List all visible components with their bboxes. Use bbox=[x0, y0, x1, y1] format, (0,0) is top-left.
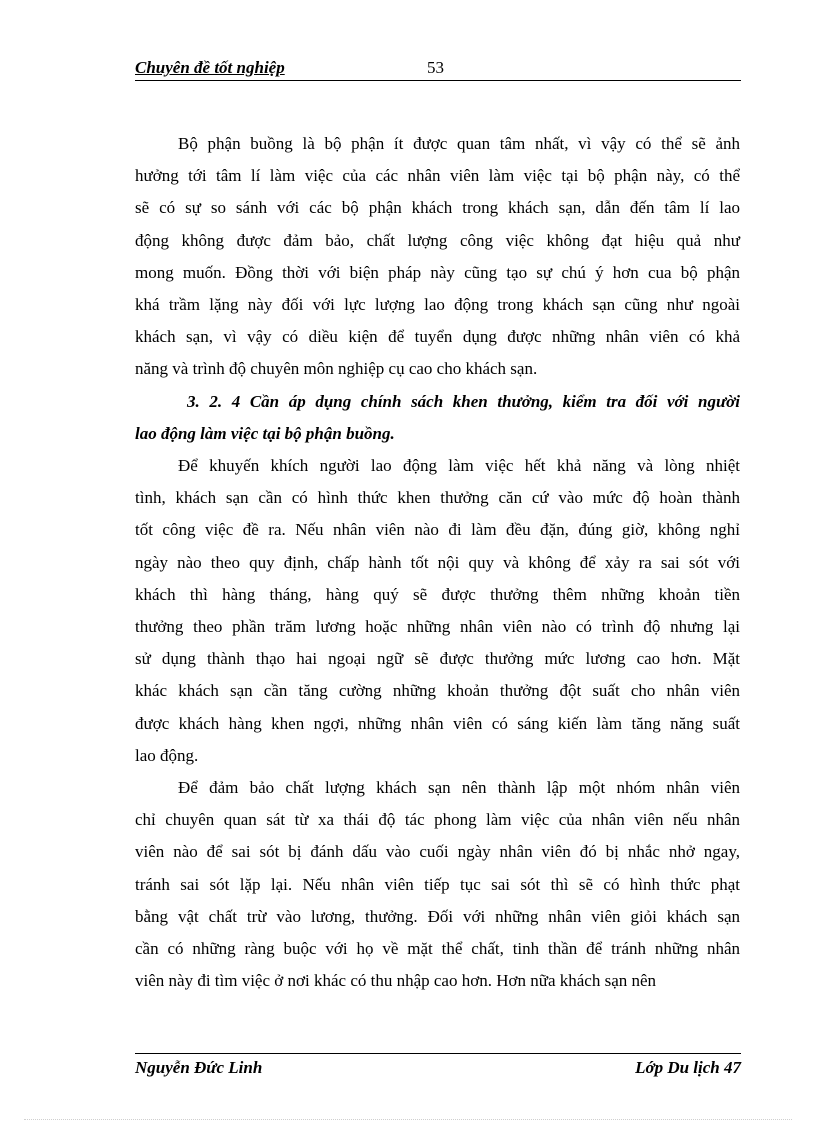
page-header bbox=[135, 58, 741, 81]
section-heading: lao động làm việc tại bộ phận buồng. bbox=[135, 424, 395, 443]
paragraph-line: sử dụng thành thạo hai ngoại ngữ sẽ được thưởng mức lương cao hơn. Mặt bbox=[135, 649, 740, 668]
page-footer bbox=[135, 1053, 741, 1078]
paragraph-line: tình, khách sạn cần có hình thức khen thưởng căn cứ vào mức độ hoàn thành bbox=[135, 488, 740, 507]
class-name: Lớp Du lịch 47 bbox=[635, 1058, 741, 1077]
paragraph-line: viên này đi tìm việc ở nơi khác có thu nhập cao hơn. Hơn nữa khách sạn nên bbox=[135, 971, 657, 990]
paragraph-line: được khách hàng khen ngợi, những nhân viên có sáng kiến làm tăng năng suất bbox=[135, 714, 740, 733]
paragraph-line: ngày nào theo quy định, chấp hành tốt nội quy và không để xảy ra sai sót với bbox=[135, 553, 740, 572]
paragraph-line: Để khuyến khích người lao động làm việc hết khả năng và lòng nhiệt bbox=[178, 456, 740, 475]
paragraph-line: năng và trình độ chuyên môn nghiệp cụ cao cho khách sạn. bbox=[135, 359, 538, 378]
paragraph-line: Bộ phận buồng là bộ phận ít được quan tâm nhất, vì vậy có thể sẽ ảnh bbox=[178, 134, 740, 153]
paragraph-line: khách thì hàng tháng, hàng quý sẽ được thưởng thêm những khoản tiền bbox=[135, 585, 740, 604]
document-title: Chuyên đề tốt nghiệp bbox=[135, 58, 285, 77]
paragraph-line: thưởng theo phần trăm lương hoặc những nhân viên nào có trình độ nhưng lại bbox=[135, 617, 740, 636]
paragraph-line: khác khách sạn cần tăng cường những khoản thưởng đột suất cho nhân viên bbox=[135, 681, 740, 700]
paragraph-line: chỉ chuyên quan sát từ xa thái độ tác phong làm việc của nhân viên nếu nhân bbox=[135, 810, 740, 829]
paragraph-line: động không được đảm bảo, chất lượng công việc không đạt hiệu quả như bbox=[135, 231, 740, 250]
paragraph-line: cần có những ràng buộc với họ về mặt thể chất, tinh thần để tránh những nhân bbox=[135, 939, 740, 958]
paragraph-line: khá trầm lặng này đối với lực lượng lao động trong khách sạn cũng như ngoài bbox=[135, 295, 740, 314]
paragraph-line: khách sạn, vì vậy có diều kiện để tuyển dụng được những nhân viên có khả bbox=[135, 327, 740, 346]
paragraph-line: lao động. bbox=[135, 746, 199, 765]
paragraph-line: Để đảm bảo chất lượng khách sạn nên thành lập một nhóm nhân viên bbox=[178, 778, 740, 797]
paragraph-line: mong muốn. Đồng thời với biện pháp này cũng tạo sự chú ý hơn cua bộ phận bbox=[135, 263, 740, 282]
page-number: 53 bbox=[427, 58, 444, 77]
paragraph-line: tránh sai sót lặp lại. Nếu nhân viên tiếp tục sai sót thì sẽ có hình thức phạt bbox=[135, 875, 740, 894]
paragraph-line: hưởng tới tâm lí làm việc của các nhân viên làm việc tại bộ phận này, có thể bbox=[135, 166, 740, 185]
paragraph-line: viên nào để sai sót bị đánh dấu vào cuối ngày nhân viên đó bị nhắc nhở ngay, bbox=[135, 842, 740, 861]
paragraph-line: sẽ có sự so sánh với các bộ phận khách trong khách sạn, dẫn đến tâm lí lao bbox=[135, 198, 740, 217]
author-name: Nguyễn Đức Linh bbox=[135, 1058, 263, 1077]
paragraph-line: bằng vật chất trừ vào lương, thưởng. Đối với những nhân viên giỏi khách sạn bbox=[135, 907, 740, 926]
page-bottom-divider bbox=[24, 1119, 792, 1120]
paragraph-line: tốt công việc đề ra. Nếu nhân viên nào đi làm đều đặn, đúng giờ, không nghỉ bbox=[135, 520, 740, 539]
section-heading: 3. 2. 4 Cần áp dụng chính sách khen thưởng, kiểm tra đối với người bbox=[187, 392, 740, 411]
